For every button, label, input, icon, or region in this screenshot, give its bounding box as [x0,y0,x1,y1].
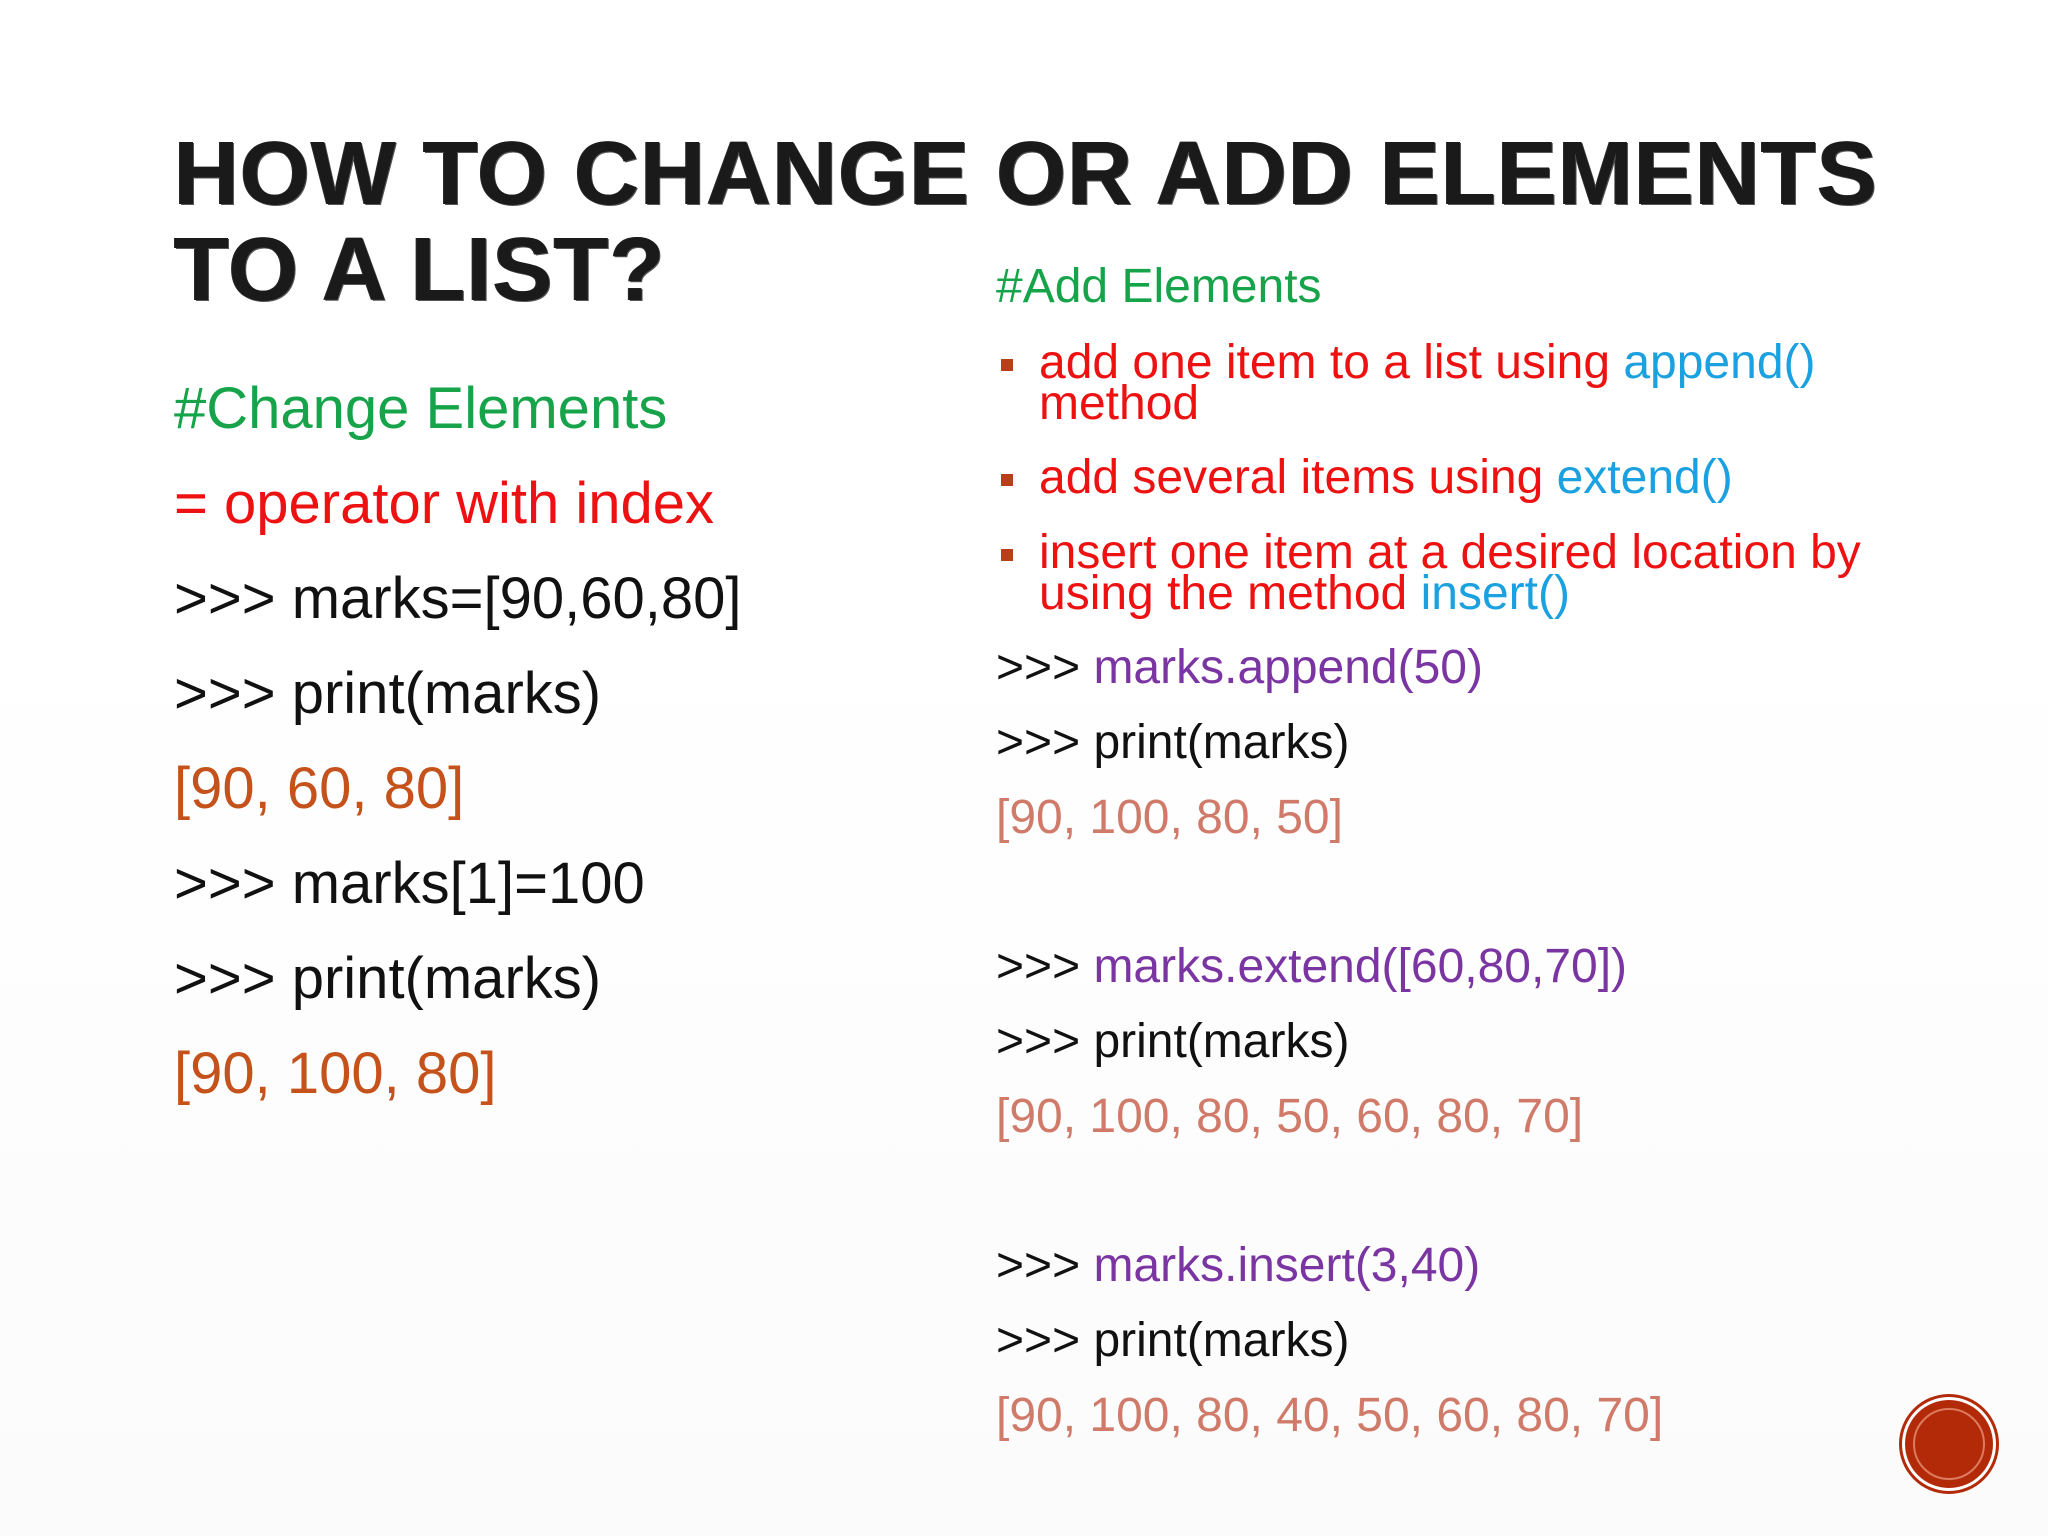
output-line: [90, 100, 80, 40, 50, 60, 80, 70] [996,1389,1664,1442]
bullet-text: add one item to a list using append() method [1039,336,1816,430]
output-line: [90, 60, 80] [174,756,465,821]
append-call: marks.append(50) [1093,641,1483,694]
operator-with-index-text: = operator with index [174,471,715,536]
code-line: >>> marks.extend([60,80,70]) [996,940,1628,993]
bullet-text: insert one item at a desired location by using the method insert() [1039,526,1861,620]
code-line: >>> marks=[90,60,80] [174,566,742,631]
bullet-text: add several items using extend() [1039,451,1733,504]
code-line: >>> print(marks) [174,661,602,726]
output-line: [90, 100, 80] [174,1041,497,1106]
output-line: [90, 100, 80, 50, 60, 80, 70] [996,1090,1584,1143]
square-bullet-icon [1001,474,1013,486]
code-line: >>> print(marks) [996,1015,1350,1068]
method-name: append() [1623,336,1816,389]
change-elements-heading: #Change Elements [174,376,668,441]
square-bullet-icon [1001,359,1013,371]
code-line: >>> print(marks) [996,716,1350,769]
button-ring [1913,1408,1985,1480]
add-elements-heading: #Add Elements [996,260,1322,313]
code-line: >>> marks.insert(3,40) [996,1239,1481,1292]
code-line: >>> marks[1]=100 [174,851,645,916]
insert-call: marks.insert(3,40) [1093,1239,1481,1292]
square-bullet-icon [1001,549,1013,561]
method-name: extend() [1556,451,1733,504]
code-line: >>> print(marks) [174,946,602,1011]
method-name: insert() [1420,567,1570,620]
title-line-2: TO A LIST? [174,220,666,320]
next-slide-circle-icon[interactable] [1905,1400,1993,1488]
output-line: [90, 100, 80, 50] [996,791,1343,844]
extend-call: marks.extend([60,80,70]) [1093,940,1628,993]
code-line: >>> marks.append(50) [996,641,1483,694]
title-line-1: HOW TO CHANGE OR ADD ELEMENTS [174,124,1879,224]
code-line: >>> print(marks) [996,1314,1350,1367]
